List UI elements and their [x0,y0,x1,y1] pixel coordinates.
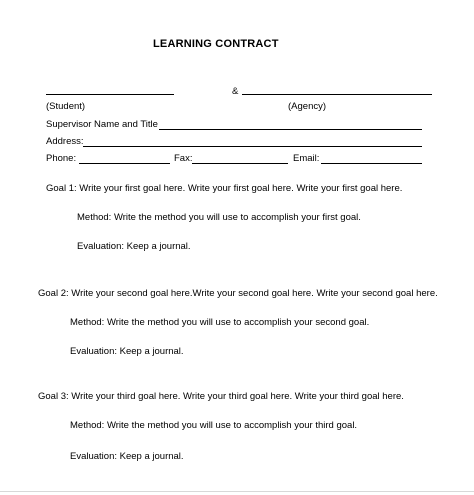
address-label: Address: [46,136,84,147]
phone-blank-line[interactable] [79,163,170,164]
page-title: LEARNING CONTRACT [153,38,279,50]
page-bottom-divider [0,491,474,492]
supervisor-blank-line[interactable] [159,129,422,130]
agency-blank-line[interactable] [242,94,432,95]
goal-3-evaluation-text: Evaluation: Keep a journal. [70,451,184,462]
email-label: Email: [293,153,320,164]
goal-1-text: Goal 1: Write your first goal here. Write your first goal here. Write your first goal here. [46,183,403,194]
goal-2-method-text: Method: Write the method you will use to accomplish your second goal. [70,317,370,328]
agency-label: (Agency) [288,101,327,112]
goal-3-text: Goal 3: Write your third goal here. Write your third goal here. Write your third goal here. [38,391,404,402]
fax-label: Fax: [174,153,193,164]
ampersand-text: & [232,86,239,97]
goal-2-evaluation-text: Evaluation: Keep a journal. [70,346,184,357]
supervisor-label: Supervisor Name and Title [46,119,158,130]
phone-label: Phone: [46,153,77,164]
student-label: (Student) [46,101,86,112]
goal-1-method-text: Method: Write the method you will use to accomplish your first goal. [77,212,361,223]
goal-2-text: Goal 2: Write your second goal here.Write your second goal here. Write your second goal here. [38,288,438,299]
student-blank-line[interactable] [46,94,174,95]
goal-3-method-text: Method: Write the method you will use to accomplish your third goal. [70,420,358,431]
email-blank-line[interactable] [321,163,422,164]
goal-1-evaluation-text: Evaluation: Keep a journal. [77,241,191,252]
address-blank-line[interactable] [83,146,422,147]
fax-blank-line[interactable] [192,163,288,164]
